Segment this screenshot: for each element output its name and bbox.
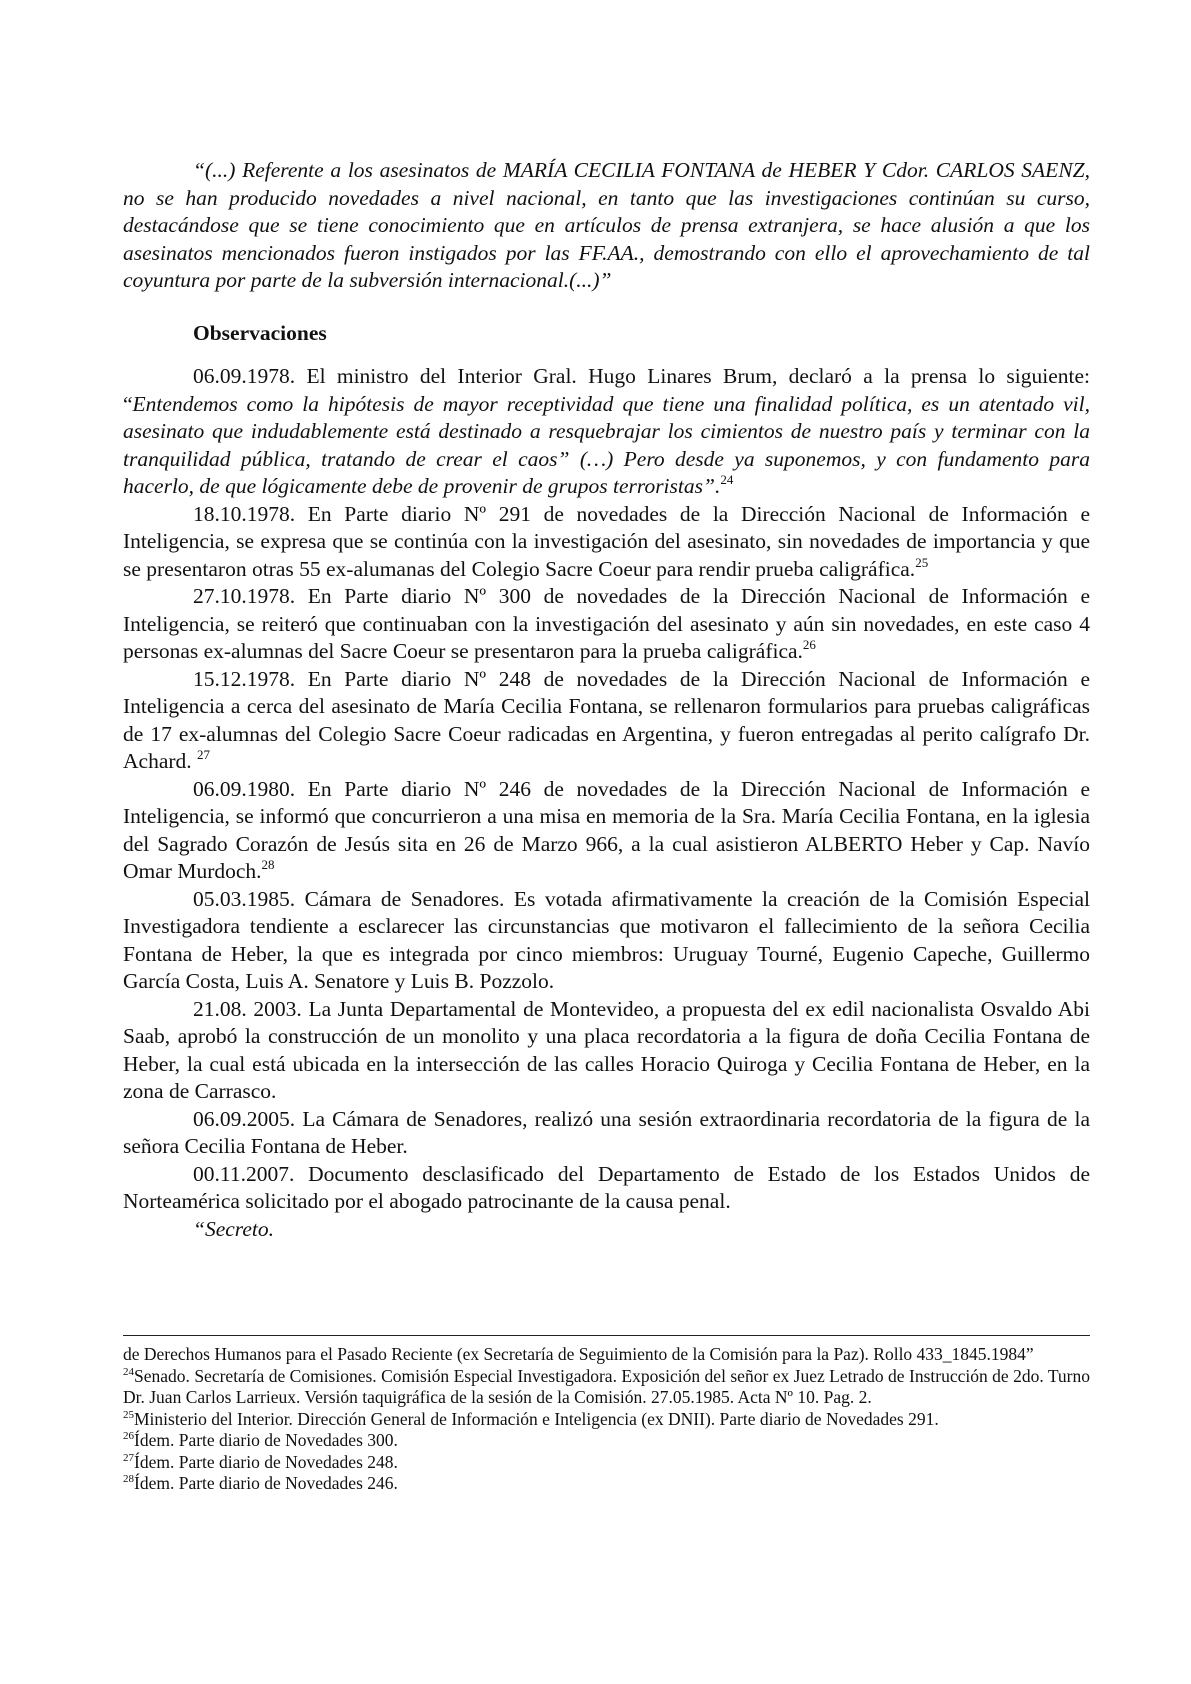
- footnote: [123, 1452, 1090, 1474]
- footnote-text: Ídem. Parte diario de Novedades 300.: [134, 1430, 398, 1450]
- footnote: [123, 1344, 1090, 1366]
- footnote-text: de Derechos Humanos para el Pasado Reciente (ex Secretaría de Seguimiento de la Comisión para la Paz). Rollo 433_1845.1984”: [123, 1344, 1034, 1364]
- entry-paragraph: [123, 583, 1090, 666]
- entry-paragraph: [123, 501, 1090, 584]
- footnote-text: Ministerio del Interior. Dirección General de Información e Inteligencia (ex DNII). Parte diario de Novedades 291.: [134, 1408, 939, 1429]
- entry-paragraph: [123, 666, 1090, 776]
- footnote-ref[interactable]: 25: [915, 554, 929, 570]
- footnote-number: 27: [123, 1451, 134, 1464]
- entry-text: 06.09.2005. La Cámara de Senadores, realizó una sesión extraordinaria recordatoria de la figura de la señora Cecilia Fontana de Heber.: [123, 1106, 1090, 1158]
- entry-text: 27.10.1978. En Parte diario Nº 300 de novedades de la Dirección Nacional de Información e Inteligencia, se reiteró que continuaban con la investigación del asesinato y aún sin novedades, en este caso 4 personas ex-alumnas del Sacre Coeur se presentaron para la prueba caligráfica.: [123, 584, 1090, 663]
- footnote-ref[interactable]: 28: [261, 857, 275, 872]
- entry-paragraph: [123, 996, 1090, 1106]
- entry-text: 15.12.1978. En Parte diario Nº 248 de novedades de la Dirección Nacional de Información e Inteligencia a cerca del asesinato de María Cecilia Fontana, se rellenaron formularios para pruebas caligráficas de 17 ex-alumnas del Colegio Sacre Coeur radicadas en Argentina, y fueron entregadas al perito calígrafo Dr. Achard.: [123, 666, 1090, 773]
- entry-text: 06.09.1980. En Parte diario Nº 246 de novedades de la Dirección Nacional de Información e Inteligencia, se informó que concurrieron a una misa en memoria de la Sra. María Cecilia Fontana, en la iglesia del Sagrado Corazón de Jesús sita en 26 de Marzo 966, a la cual asistieron ALBERTO Heber y Cap. Navío Omar Murdoch.: [123, 776, 1090, 883]
- footnotes: [123, 1344, 1090, 1495]
- footnote-text: Ídem. Parte diario de Novedades 246.: [134, 1473, 398, 1493]
- footnote: [123, 1366, 1090, 1409]
- entry-paragraph: [123, 1216, 1090, 1244]
- entry-paragraph: [123, 1106, 1090, 1161]
- quote-paragraph: “(...) Referente a los asesinatos de MARÍA CECILIA FONTANA de HEBER Y Cdor. CARLOS SAENZ, no se han producido novedades a nivel nacional, en tanto que las investigaciones continúan su curso, destacándose que se tiene conocimiento que en artículos de prensa extranjera, se hace alusión a que los asesinatos mencionados fueron instigados por las FF.AA., demostrando con ello el aprovechamiento de tal coyuntura por parte de la subversión internacional.(...)”: [123, 158, 1090, 292]
- entry-text: 18.10.1978. En Parte diario Nº 291 de novedades de la Dirección Nacional de Información e Inteligencia, se expresa que se continúa con la investigación del asesinato, sin novedades de importancia y que se presentaron otras 55 ex-alumanas del Colegio Sacre Coeur para rendir prueba caligráfica.: [123, 501, 1090, 581]
- footnote: [123, 1409, 1090, 1431]
- entry-paragraph: [123, 1161, 1090, 1216]
- section-heading: Observaciones: [193, 321, 327, 345]
- footnote-ref[interactable]: 24: [720, 472, 734, 487]
- entry-paragraph: [123, 886, 1090, 996]
- quoted-report: [123, 157, 1090, 295]
- footnote-number: 25: [123, 1408, 134, 1421]
- entry-text: 05.03.1985. Cámara de Senadores. Es votada afirmativamente la creación de la Comisión Especial Investigadora tendiente a esclarecer las circunstancias que motivaron el fallecimiento de la señora Cecilia Fontana de Heber, la que es integrada por cinco miembros: Uruguay Tourné, Eugenio Capeche, Guillermo García Costa, Luis A. Senatore y Luis B. Pozzolo.: [123, 886, 1090, 993]
- footnote-text: Ídem. Parte diario de Novedades 248.: [134, 1451, 398, 1472]
- entry-text: 00.11.2007. Documento desclasificado del Departamento de Estado de los Estados Unidos de Norteamérica solicitado por el abogado patrocinante de la causa penal.: [123, 1161, 1090, 1213]
- footnote-ref[interactable]: 26: [802, 637, 816, 652]
- footnote-number: 28: [123, 1473, 134, 1485]
- entry-text: 21.08. 2003. La Junta Departamental de Montevideo, a propuesta del ex edil nacionalista Osvaldo Abi Saab, aprobó la construcción de un monolito y una placa recordatoria a la figura de doña Cecilia Fontana de Heber, la cual está ubicada en la intersección de las calles Horacio Quiroga y Cecilia Fontana de Heber, en la zona de Carrasco.: [123, 996, 1090, 1103]
- entry-quote: “Secreto.: [193, 1216, 275, 1241]
- chronology-entries: [123, 363, 1090, 1243]
- footnote: [123, 1473, 1090, 1495]
- footnote-number: 26: [123, 1430, 134, 1442]
- entry-text: 06.09.1978. El ministro del Interior Gral. Hugo Linares Brum, declaró a la prensa lo siguiente: “: [123, 364, 1090, 416]
- entry-paragraph: [123, 776, 1090, 886]
- footnote-separator: [123, 1335, 1090, 1336]
- footnote-number: 24: [123, 1365, 134, 1378]
- footnote: [123, 1430, 1090, 1452]
- entry-quote: Entendemos como la hipótesis de mayor receptividad que tiene una finalidad política, es un atentado vil, asesinato que indudablemente está destinado a resquebrajar los cimientos de nuestro país y terminar con la tranquilidad pública, tratando de crear el caos” (…) Pero desde ya suponemos, y con fundamento para hacerlo, de que lógicamente debe de provenir de grupos terroristas”.: [123, 391, 1090, 498]
- entry-paragraph: [123, 363, 1090, 501]
- footnote-ref[interactable]: 27: [197, 747, 211, 762]
- footnote-text: Senado. Secretaría de Comisiones. Comisión Especial Investigadora. Exposición del señor ex Juez Letrado de Instrucción de 2do. Turno Dr. Juan Carlos Larrieux. Versión taquigráfica de la sesión de la Comisión. 27.05.1985. Acta Nº 10. Pag. 2.: [123, 1365, 1090, 1407]
